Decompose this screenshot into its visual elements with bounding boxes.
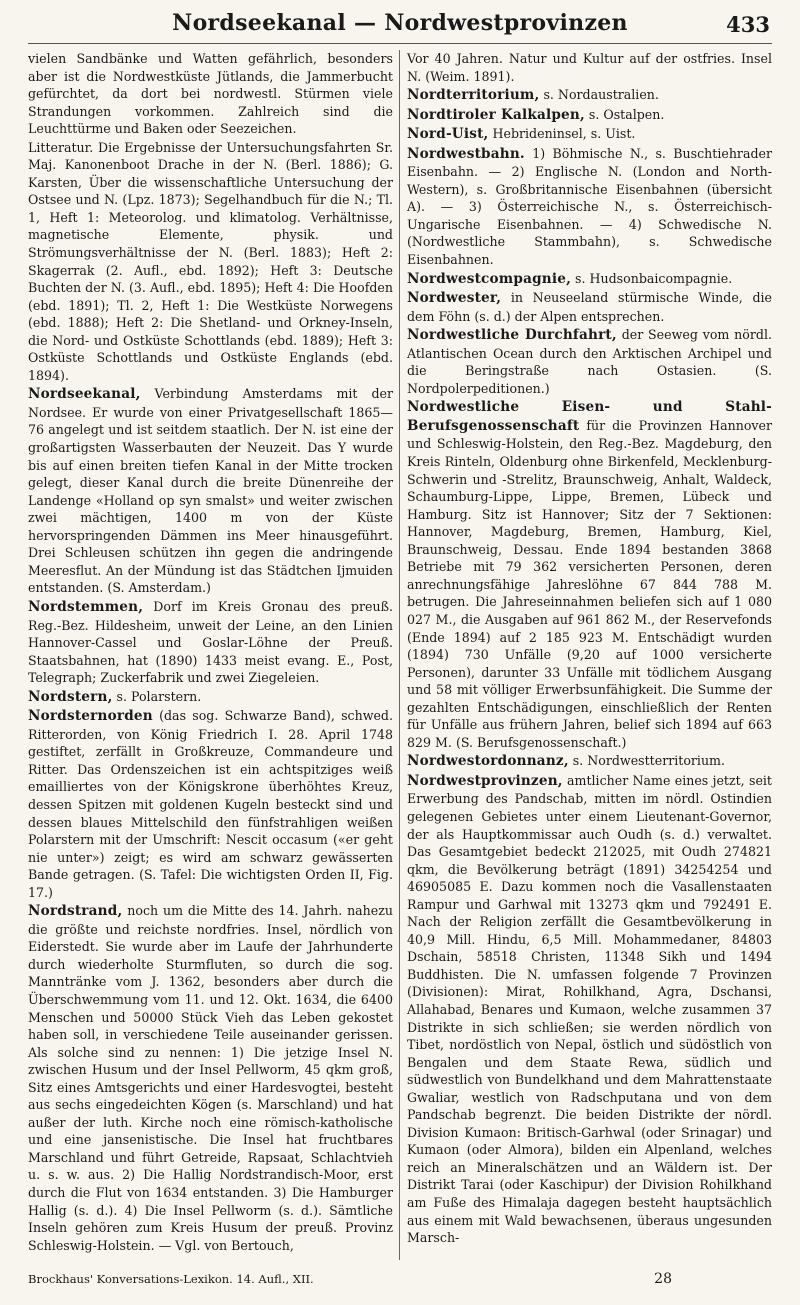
article-text: vielen Sandbänke und Watten gefährlich, besonders aber ist die Nordwestküste Jütlands, die Jammerbucht gefürchtet, da dort bei nordwestl. Stürmen viele Strandungen vorkommen. Zahlreich sind die Leuchttürme und Baken oder Seezeichen. bbox=[28, 51, 393, 137]
article-paragraph bbox=[28, 707, 393, 901]
article-text: s. Polarstern. bbox=[112, 688, 202, 704]
headword: Nordterritorium, bbox=[407, 87, 540, 104]
article-paragraph bbox=[407, 270, 772, 289]
article-paragraph bbox=[28, 902, 393, 1254]
right-column bbox=[407, 50, 772, 1260]
article-text: Litteratur. Die Ergebnisse der Untersuchungsfahrten Sr. Maj. Kanonenboot Drache in der N. (Berl. 1886); G. Karsten, Über die wissenschaftliche Untersuchung der Ostsee und N. (Lpz. 1873); Segelhandbuch für die N.; Tl. 1, Heft 1: Meteorolog. und klimatolog. Verhältnisse, magnetische Elemente, physik. und Strömungsverhältnisse der N. (Berl. 1883); Heft 2: Skagerrak (2. Aufl., ebd. 1892); Heft 3: Deutsche Buchten der N. (3. Aufl., ebd. 1895); Heft 4: Die Hoofden (ebd. 1891); Tl. 2, Heft 1: Die Westküste Norwegens (ebd. 1888); Heft 2: Die Shetland- und Orkney-Inseln, die Nord- und Ostküste Schottlands (ebd. 1889); Heft 3: Ostküste Schottlands und Ostküste Englands (ebd. 1894). bbox=[28, 139, 393, 383]
article-paragraph bbox=[28, 688, 393, 707]
article-paragraph bbox=[407, 86, 772, 105]
column-divider bbox=[399, 50, 400, 1260]
article-paragraph bbox=[28, 50, 393, 138]
article-paragraph bbox=[407, 145, 772, 269]
article-text: amtlicher Name eines jetzt, seit Erwerbung des Pandschab, mitten im nördl. Ostindien gelegenen Gebietes unter einem Lieutenant-Governor, der als Hauptkommissar auch Oudh (s. d.) verwaltet. Das Gesamtgebiet bedeckt 212025, mit Oudh 274821 qkm, die Bevölkerung beträgt (1891) 34254254 und 46905085 E. Dazu kommen noch die Vasallenstaaten Rampur und Garhwal mit 13273 qkm und 792491 E. Nach der Religion zerfällt die Gesamtbevölkerung in 40,9 Mill. Hindu, 6,5 Mill. Mohammedaner, 84803 Dschain, 58518 Christen, 11348 Sikh und 1494 Buddhisten. Die N. umfassen folgende 7 Provinzen (Divisionen): Mirat, Rohilkhand, Agra, Dschansi, Allahabad, Benares und Kumaon, welche zusammen 37 Distrikte in sich schließen; sie werden nördlich von Tibet, nordöstlich von Nepal, östlich und südöstlich von Bengalen und dem Staate Rewa, südlich und südwestlich von Bundelkhand und dem Mahrattenstaate Gwaliar, westlich von Radschputana und von dem Pandschab begrenzt. Die beiden Distrikte der nördl. Division Kumaon: Britisch-Garhwal (oder Srinagar) und Kumaon (oder Almora), bilden ein Alpenland, welches reich an Mineralschätzen und an Wäldern ist. Der Distrikt Tarai (oder Kaschipur) der Division Rohilkhand am Fuße des Himalaja dagegen besteht hauptsächlich aus einem mit Wald bewachsenen, überaus ungesunden Marsch- bbox=[407, 772, 772, 1246]
article-text: der Seeweg vom nördl. Atlantischen Ocean durch den Arktischen Archipel und die Beringstraße nach Ostasien. (S. Nordpolerpeditionen.) bbox=[407, 327, 772, 396]
article-paragraph bbox=[407, 289, 772, 325]
article-text: Verbindung Amsterdams mit der Nordsee. Er wurde von einer Privatgesellschaft 1865—76 angelegt und ist seitdem staatlich. Der N. ist eine der großartigsten Wasserbauten der Neuzeit. Das Y wurde bis auf einen breiten tiefen Kanal in der Mitte trocken gelegt, dieser Kanal durch die breite Dünenreihe der Landenge «Holland op syn smalst» und weiter zwischen zwei mächtigen, 1400 m von der Küste hervorspringenden Dämmen ins Meer hinausgeführt. Drei Schleusen schützen ihn gegen die andringende Meeresflut. An der Mündung ist das Städtchen Ijmuiden entstanden. (S. Amsterdam.) bbox=[28, 386, 393, 596]
article-text: Hebrideninsel, s. Uist. bbox=[488, 126, 636, 142]
article-paragraph bbox=[407, 50, 772, 85]
headword: Nordtiroler Kalkalpen, bbox=[407, 106, 585, 123]
headword: Nordwestliche Eisen- und Stahl-Berufsgenossenschaft bbox=[407, 399, 772, 434]
article-text: 1) Böhmische N., s. Buschtiehrader Eisenbahn. — 2) Englische N. (London and North-Western), s. Großbritannische Eisenbahnen (übersicht A). — 3) Österreichische N., s. Österreichisch-Ungarische Eisenbahnen. — 4) Schwedische N. (Nordwestliche Stammbahn), s. Schwedische Eisenbahnen. bbox=[407, 145, 772, 268]
headword: Nordwestcompagnie, bbox=[407, 270, 572, 287]
article-paragraph bbox=[407, 326, 772, 397]
article-paragraph bbox=[407, 752, 772, 771]
headword: Nordwestprovinzen, bbox=[407, 772, 563, 789]
headword: Nordseekanal, bbox=[28, 386, 141, 403]
header-rule bbox=[28, 43, 772, 44]
article-text: Vor 40 Jahren. Natur und Kultur auf der ostfries. Insel N. (Weim. 1891). bbox=[407, 51, 772, 84]
headword: Nordstrand, bbox=[28, 903, 123, 920]
page-footer bbox=[28, 1271, 772, 1293]
article-text: für die Provinzen Hannover und Schleswig-Holstein, den Reg.-Bez. Magdeburg, den Kreis Rinteln, Oldenburg ohne Birkenfeld, Mecklenburg-Schwerin und -Strelitz, Braunschweig, Anhalt, Waldeck, Schaumburg-Lippe, Lippe, Bremen, Lübeck und Hamburg. Sitz ist Hannover; Sitz der 7 Sektionen: Hannover, Magdeburg, Bremen, Hamburg, Kiel, Braunschweig, Dessau. Ende 1894 bestanden 3868 Betriebe mit 79 362 versicherten Personen, deren anrechnungsfähige Jahreslöhne 67 844 788 M. betrugen. Die Jahreseinnahmen beliefen sich auf 1 080 027 M., die Ausgaben auf 961 862 M., der Reservefonds (Ende 1894) auf 2 185 923 M. Entschädigt wurden (1894) 730 Unfälle (9,20 auf 1000 versicherte Personen), darunter 33 Unfälle mit tödlichem Ausgang und 58 mit völliger Erwerbsunfähigkeit. Die Summe der gezahlten Entschädigungen, einschließlich der Renten für Unfälle aus frühern Jahren, belief sich 1894 auf 663 829 M. (S. Berufsgenossenschaft.) bbox=[407, 417, 772, 750]
page-number: 433 bbox=[726, 12, 770, 37]
headword: Nord-Uist, bbox=[407, 126, 489, 143]
article-text: Dorf im Kreis Gronau des preuß. Reg.-Bez. Hildesheim, unweit der Leine, an den Linien Hannover-Cassel und Goslar-Löhne der Preuß. Staatsbahnen, hat (1890) 1433 meist evang. E., Post, Telegraph; Zuckerfabrik und zwei Ziegeleien. bbox=[28, 598, 393, 686]
article-text: (das sog. Schwarze Band), schwed. Ritterorden, von König Friedrich I. 28. April 1748 gestiftet, zerfällt in Großkreuze, Commandeure und Ritter. Das Ordenszeichen ist ein achtspitziges weiß emailliertes von der Königskrone überhöhtes Kreuz, dessen Spitzen mit goldenen Kugeln besteckt sind und dessen blaues Mittelschild den fünfstrahligen weißen Polarstern mit der Umschrift: Nescit occasum («er geht nie unter») zeigt; es wird am schwarz gewässerten Bande getragen. (S. Tafel: Die wichtigsten Orden II, Fig. 17.) bbox=[28, 708, 393, 900]
headword: Nordwestliche Durchfahrt, bbox=[407, 327, 617, 344]
article-paragraph bbox=[28, 598, 393, 687]
article-text: s. Ostalpen. bbox=[584, 106, 665, 122]
article-text: in Neuseeland stürmische Winde, die dem Föhn (s. d.) der Alpen entsprechen. bbox=[407, 290, 772, 324]
article-paragraph bbox=[407, 106, 772, 125]
page-header bbox=[30, 10, 770, 40]
article-paragraph bbox=[407, 398, 772, 751]
article-paragraph bbox=[407, 125, 772, 144]
headword: Nordstern, bbox=[28, 688, 113, 705]
headword: Nordsternorden bbox=[28, 708, 153, 725]
article-paragraph bbox=[28, 139, 393, 385]
article-paragraph bbox=[28, 385, 393, 597]
headword: Nordwester, bbox=[407, 290, 502, 307]
article-text: s. Nordaustralien. bbox=[539, 87, 659, 103]
article-paragraph bbox=[407, 772, 772, 1247]
signature-mark: 28 bbox=[654, 1271, 672, 1287]
article-text: s. Hudsonbaicompagnie. bbox=[571, 270, 733, 286]
headword: Nordwestbahn. bbox=[407, 145, 525, 162]
left-column bbox=[28, 50, 393, 1260]
headword: Nordstemmen, bbox=[28, 598, 144, 615]
publication-imprint: Brockhaus' Konversations-Lexikon. 14. Aufl., XII. bbox=[28, 1272, 314, 1286]
headword: Nordwestordonnanz, bbox=[407, 753, 569, 770]
article-text: s. Nordwestterritorium. bbox=[568, 753, 726, 769]
running-title: Nordseekanal — Nordwestprovinzen bbox=[172, 10, 628, 36]
article-text: noch um die Mitte des 14. Jahrh. nahezu die größte und reichste nordfries. Insel, nördlich von Eiderstedt. Sie wurde aber im Laufe der Jahrhunderte durch wiederholte Sturmfluten, so durch die sog. Manntränke vom J. 1362, besonders aber durch die Überschwemmung vom 11. und 12. Okt. 1634, die 6400 Menschen und 50000 Stück Vieh das Leben gekostet haben soll, in verschiedene Teile auseinander gerissen. Als solche sind zu nennen: 1) Die jetzige Insel N. zwischen Husum und der Insel Pellworm, 45 qkm groß, Sitz eines Amtsgerichts und einer Hardesvogtei, besteht aus sechs eingedeichten Kögen (s. Marschland) und hat außer der luth. Kirche noch eine römisch-katholische und eine jansenistische. Die Insel hat fruchtbares Marschland und führt Getreide, Rapsaat, Schlachtvieh u. s. w. aus. 2) Die Hallig Nordstrandisch-Moor, erst durch die Flut von 1634 entstanden. 3) Die Hamburger Hallig (s. d.). 4) Die Insel Pellworm (s. d.). Sämtliche Inseln gehören zum Kreis Husum der preuß. Provinz Schleswig-Holstein. — Vgl. von Bertouch, bbox=[28, 903, 393, 1253]
